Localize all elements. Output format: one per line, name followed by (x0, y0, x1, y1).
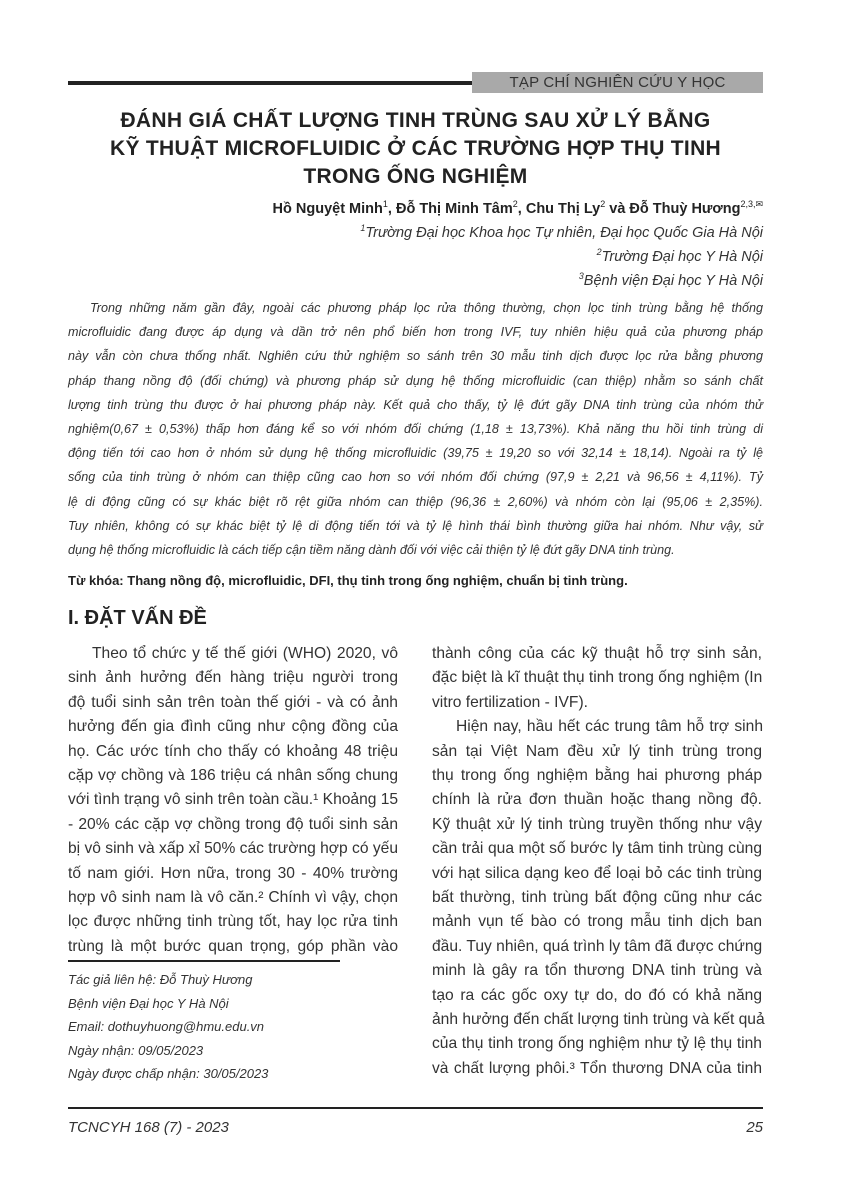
body-text-line: với tình trạng vô sinh trên toàn cầu.¹ Khoảng 15 (68, 791, 399, 809)
author-separator: , (387, 200, 396, 217)
body-text-line: - 20% các cặp vợ chồng trong độ tuổi sinh sản (68, 815, 398, 833)
body-text-line: lọc được những tinh trùng tốt, hay lọc rửa tinh (68, 913, 398, 931)
header-rule (68, 81, 472, 85)
affiliation-mark: 3 (578, 271, 584, 281)
body-text-line: thành công của các kỹ thuật hỗ trợ sinh sản, (432, 645, 762, 662)
affiliation (68, 217, 763, 244)
body-text-line: của thụ tinh trong ống nghiệm như tỷ lệ thụ tinh (432, 1035, 762, 1053)
footer-rule (68, 1107, 763, 1109)
footnote-line: Email: dothuyhuong@hmu.edu.vn (68, 1019, 265, 1035)
abstract-line: nghiệm(0,67 ± 0,53%) thấp hơn đáng kể so với nhóm đối chứng (1,18 ± 13,73%). Khả năng thu hồi tinh trùng di (68, 422, 763, 436)
abstract-line: pháp thang nồng độ (đối chứng) và phương pháp sử dụng hệ thống microfluidic (can thiệp) nhằm so sánh chất (68, 373, 763, 388)
author-separator: , (517, 200, 526, 217)
title-line: ĐÁNH GIÁ CHẤT LƯỢNG TINH TRÙNG SAU XỬ LÝ BẰNG (120, 109, 711, 132)
title-line: TRONG ỐNG NGHIỆM (303, 165, 528, 188)
body-text-line: tạo ra các gốc oxy tự do, do đó có khả năng (432, 986, 762, 1004)
affiliation (68, 241, 763, 268)
author-name: Đỗ Thuỳ Hương (629, 200, 741, 217)
affiliation-text: Bệnh viện Đại học Y Hà Nội (583, 272, 763, 289)
author-affiliation-mark: 2 (600, 199, 606, 209)
abstract-line: lượng tinh trùng thu được ở hai phương pháp này. Kết quả cho thấy, tỷ lệ đứt gãy DNA tinh trùng của nhóm thử (68, 397, 763, 412)
footnote-line: Tác giả liên hệ: Đỗ Thuỳ Hương (68, 972, 253, 987)
body-text-line: bất thường, tinh trùng bất động cũng như các (432, 889, 762, 906)
body-text-line: Hiện nay, hầu hết các trung tâm hỗ trợ sinh (456, 718, 763, 736)
author-list (68, 193, 763, 220)
footnote-line: Bệnh viện Đại học Y Hà Nội (68, 995, 229, 1011)
article-title (68, 107, 763, 191)
body-text-line: minh là gây ra tổn thương DNA tinh trùng và (432, 962, 762, 980)
body-text-line: hợp vô sinh nam là vô căn.² Chính vì vậy, chọn (68, 889, 398, 906)
body-text-line: hưởng đến gia đình cũng như cộng đồng của (68, 718, 398, 736)
body-text-line: sản tại Việt Nam đều xử lý tinh trùng trong (432, 742, 762, 760)
title-line: KỸ THUẬT MICROFLUIDIC Ở CÁC TRƯỜNG HỢP THỤ TINH (109, 137, 721, 160)
author-name: Đỗ Thị Minh Tâm (395, 200, 513, 217)
section-heading: I. ĐẶT VẤN ĐỀ (68, 607, 207, 629)
author-name: Chu Thị Ly (525, 200, 601, 217)
body-text-line: mảnh vụn tế bào có trong mẫu tinh dịch ban (432, 913, 762, 931)
abstract-line: sống của tinh trùng ở nhóm can thiệp cũng cao hơn so với nhóm đối chứng (97,9 ± 2,21 và 96,56 ± 4,11%). Tỷ (68, 470, 763, 485)
abstract-line: dụng hệ thống microfluidic là cách tiếp cận tiềm năng dành đối với việc cải thiện tỷ lệ đứt gãy DNA tinh trùng. (68, 543, 675, 557)
author-separator: và (605, 200, 630, 217)
author-affiliation-mark: 1 (382, 199, 388, 209)
abstract-line: microfluidic đang được áp dụng và dần trở nên phổ biến hơn trong IVF, tuy nhiên hiệu quả của phương pháp (68, 325, 763, 340)
page-number: 25 (746, 1119, 763, 1136)
abstract-line: này vẫn còn chưa thống nhất. Nghiên cứu thử nghiệm so sánh trên 30 mẫu tinh dịch được lọc rửa bằng phương (68, 349, 763, 364)
journal-name-banner: TẠP CHÍ NGHIÊN CỨU Y HỌC (472, 72, 763, 93)
body-text-line: sinh ảnh hưởng đến hàng triệu người trong (68, 669, 398, 687)
body-text-line: cặp vợ chồng và 186 triệu cá nhân sống chung (68, 767, 398, 784)
abstract-line: Trong những năm gần đây, ngoài các phương pháp lọc rửa thông thường, chọn lọc tinh trùng bằng hệ thống (90, 301, 763, 315)
author-affiliation-mark: 2,3,✉ (740, 199, 763, 209)
body-text-line: Theo tổ chức y tế thế giới (WHO) 2020, vô (92, 645, 398, 662)
keywords: Từ khóa: Thang nồng độ, microfluidic, DFI, thụ tinh trong ống nghiệm, chuẩn bị tinh trùng. (68, 573, 628, 588)
affiliation (68, 265, 763, 292)
body-text-line: độ tuổi sinh sản trên toàn thế giới - và có ảnh (68, 693, 398, 711)
body-text-line: thụ trong ống nghiệm bằng hai phương pháp (432, 767, 762, 784)
footnote-line: Ngày được chấp nhận: 30/05/2023 (68, 1066, 269, 1082)
author-affiliation-mark: 2 (512, 199, 518, 209)
footer-journal-issue: TCNCYH 168 (7) - 2023 (68, 1119, 229, 1136)
body-text-line: trùng là một bước quan trọng, góp phần vào (68, 937, 398, 955)
author-name: Hồ Nguyệt Minh (272, 200, 383, 217)
body-text-line: bị vô sinh và xấp xỉ 50% các trường hợp có yếu (68, 840, 398, 858)
body-text-line: Kỹ thuật xử lý tinh trùng truyền thống như vậy (432, 815, 762, 833)
body-text-line: và chất lượng phôi.³ Tổn thương DNA của tinh (432, 1059, 762, 1077)
abstract-line: Tuy nhiên, không có sự khác biệt tỷ lệ di động tiến tới và tỷ lệ hình thái bình thường giữa hai nhóm. Như vậy, sử (68, 518, 763, 533)
body-text-line: đặc biệt là kĩ thuật thụ tinh trong ống nghiệm (In (432, 669, 763, 687)
abstract-line: lệ di động cũng có sự khác biệt rõ rệt giữa nhóm can thiệp (96,36 ± 2,60%) và nhóm còn lại (95,06 ± 2,35%). (68, 494, 763, 509)
body-text-line: đầu. Tuy nhiên, quá trình ly tâm đã được chứng (432, 937, 763, 955)
abstract-line: động tiến tới cao hơn ở nhóm sử dụng hệ thống microfluidic (39,75 ± 19,20 so với 32,14 ± 18,14). Ngoài ra tỷ lệ (68, 446, 763, 461)
body-text-line: tố nam giới. Hơn nữa, trong 30 - 40% trường (68, 864, 398, 882)
footnote-line: Ngày nhận: 09/05/2023 (68, 1042, 204, 1058)
body-text-line: vitro fertilization - IVF). (432, 693, 588, 711)
body-text-line: với hạt silica dạng keo để loại bỏ các tinh trùng (432, 864, 762, 882)
body-text-line: cần trải qua một số bước ly tâm tinh trùng cùng (432, 840, 762, 858)
body-text-line: họ. Các ước tính cho thấy có khoảng 48 triệu (68, 742, 398, 760)
footnote-rule (68, 960, 340, 962)
affiliation-mark: 1 (360, 223, 366, 233)
body-text-line: ảnh hưởng đến chất lượng tinh trùng và kết quả (432, 1011, 765, 1028)
affiliation-mark: 2 (596, 247, 602, 257)
affiliation-text: Trường Đại học Khoa học Tự nhiên, Đại học Quốc Gia Hà Nội (365, 224, 763, 241)
body-text-line: chính là rửa đơn thuần hoặc thang nồng độ. (432, 791, 762, 809)
affiliation-text: Trường Đại học Y Hà Nội (601, 248, 763, 265)
